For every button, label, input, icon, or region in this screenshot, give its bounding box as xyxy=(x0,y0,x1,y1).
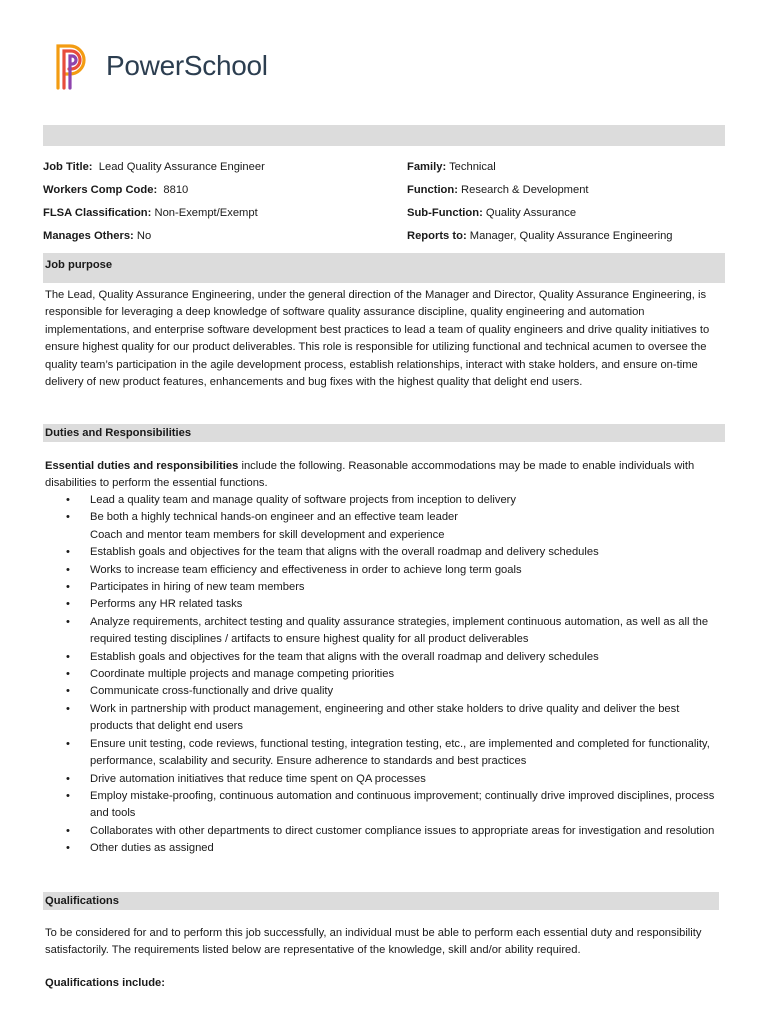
field-label: Family: xyxy=(407,161,447,173)
duty-item xyxy=(45,771,723,788)
duty-text: Employ mistake-proofing, continuous automation and continuous improvement; continually drive improved disciplines, process and tools xyxy=(90,789,715,820)
field-value: 8810 xyxy=(157,184,189,196)
duty-item xyxy=(45,492,723,509)
bullet-icon: • xyxy=(66,824,70,837)
bullet-icon: • xyxy=(66,668,70,681)
duties-intro xyxy=(45,458,723,493)
duty-text: Analyze requirements, architect testing and quality assurance strategies, implement continuous automation, as well as all the required testing disciplines / artifacts to ensure highest quality for all product deliverables xyxy=(90,615,709,646)
field-label: Job Title: xyxy=(43,161,93,173)
meta-row xyxy=(43,159,725,182)
duty-item xyxy=(45,840,723,857)
duty-text: Participates in hiring of new team members xyxy=(90,581,305,594)
bullet-icon: • xyxy=(66,685,70,698)
duties-heading: Duties and Responsibilities xyxy=(43,424,725,442)
duty-item xyxy=(45,683,723,700)
qualifications-text: To be considered for and to perform this job successfully, an individual must be able to perform each essential duty and responsibility satisfactorily. The requirements listed below are representative of the knowledge, skill and/or ability required. xyxy=(45,927,702,957)
duty-item xyxy=(45,596,723,613)
sub-function-field xyxy=(407,205,576,228)
duty-text: Be both a highly technical hands-on engineer and an effective team leader xyxy=(90,511,458,524)
duty-text: Works to increase team efficiency and effectiveness in order to achieve long term goals xyxy=(90,563,522,576)
duty-item xyxy=(45,527,723,544)
job-title-field xyxy=(43,159,407,182)
duties-list xyxy=(45,492,723,858)
meta-row xyxy=(43,205,725,228)
duty-text: Performs any HR related tasks xyxy=(90,598,243,611)
duty-item xyxy=(45,544,723,561)
meta-row xyxy=(43,228,725,251)
duties-intro-text: include the following. Reasonable accommodations may be made to enable individuals with disabilities to perform the essential functions. xyxy=(45,460,695,490)
reports-to-field xyxy=(407,228,673,251)
field-label: Sub-Function: xyxy=(407,207,483,219)
job-purpose-heading: Job purpose xyxy=(43,253,725,283)
duties-intro-bold: Essential duties and responsibilities xyxy=(45,460,239,472)
duty-text: Coordinate multiple projects and manage competing priorities xyxy=(90,668,395,681)
duty-text: Collaborates with other departments to direct customer compliance issues to appropriate areas for investigation and resolution xyxy=(90,824,715,837)
field-value: Non-Exempt/Exempt xyxy=(151,207,258,219)
family-field xyxy=(407,159,496,182)
field-value: No xyxy=(133,230,152,242)
duty-text: Drive automation initiatives that reduce time spent on QA processes xyxy=(90,772,426,785)
bullet-icon: • xyxy=(66,650,70,663)
bullet-icon: • xyxy=(66,702,70,715)
workers-comp-field xyxy=(43,182,407,205)
field-label: FLSA Classification: xyxy=(43,207,152,219)
duty-text: Ensure unit testing, code reviews, functional testing, integration testing, etc., are implemented and completed for functionality, performance, scalability and security. Ensure adherence to standards and best practices xyxy=(90,737,710,768)
duty-item xyxy=(45,823,723,840)
bullet-icon: • xyxy=(66,563,70,576)
manages-others-field xyxy=(43,228,407,251)
field-value: Quality Assurance xyxy=(482,207,577,219)
field-label: Manages Others: xyxy=(43,230,134,242)
duty-text: Work in partnership with product management, engineering and other stake holders to drive quality and deliver the best products that delight end users xyxy=(90,702,680,733)
field-value: Lead Quality Assurance Engineer xyxy=(92,161,265,173)
bullet-icon: • xyxy=(66,737,70,750)
field-label: Reports to: xyxy=(407,230,467,242)
meta-row xyxy=(43,182,725,205)
duty-text: Establish goals and objectives for the team that aligns with the overall roadmap and delivery schedules xyxy=(90,546,599,559)
duty-text: Lead a quality team and manage quality of software projects from inception to delivery xyxy=(90,494,516,506)
powerschool-logo-icon xyxy=(54,40,94,92)
bullet-icon: • xyxy=(66,789,70,802)
field-value: Research & Development xyxy=(457,184,589,196)
duty-text: Other duties as assigned xyxy=(90,842,214,855)
job-meta xyxy=(43,159,725,251)
duty-item xyxy=(45,562,723,579)
duty-item xyxy=(45,614,723,649)
duty-text: Communicate cross-functionally and drive quality xyxy=(90,685,334,698)
field-label: Function: xyxy=(407,184,458,196)
powerschool-logo xyxy=(54,40,268,92)
bullet-icon: • xyxy=(66,772,70,785)
bullet-icon: • xyxy=(66,511,70,524)
field-label: Workers Comp Code: xyxy=(43,184,158,196)
bullet-icon: • xyxy=(66,598,70,611)
qualifications-heading: Qualifications xyxy=(43,892,719,910)
duty-item xyxy=(45,788,723,823)
flsa-field xyxy=(43,205,407,228)
duty-item xyxy=(45,701,723,736)
brand-name: PowerSchool xyxy=(106,50,268,81)
duty-text: Coach and mentor team members for skill development and experience xyxy=(90,528,445,541)
bullet-icon: • xyxy=(66,581,70,594)
duty-item xyxy=(45,736,723,771)
function-field xyxy=(407,182,589,205)
field-value: Manager, Quality Assurance Engineering xyxy=(466,230,673,242)
header-bar xyxy=(43,125,725,146)
bullet-icon: • xyxy=(66,842,70,855)
bullet-icon: • xyxy=(66,546,70,559)
duty-item xyxy=(45,666,723,683)
bullet-icon: • xyxy=(66,494,70,506)
duty-text: Establish goals and objectives for the team that aligns with the overall roadmap and delivery schedules xyxy=(90,650,599,663)
job-purpose-text: The Lead, Quality Assurance Engineering, under the general direction of the Manager and Director, Quality Assurance Engineering, is responsible for leveraging a deep knowledge of software quality assurance discipline, quality engineering and automation implementations, and enterprise software development best practices to lead a team of quality engineers and drive quality initiatives to ensure highest quality for our product deliverables. This role is responsible for utilizing functional and technical acumen to oversee the quality team’s participation in the agile development process, establish relationships, interact with stake holders, and ensure on-time delivery of new product features, enhancements and bug fixes with the highest quality that delight end users. xyxy=(45,289,710,389)
duty-item xyxy=(45,579,723,596)
field-value: Technical xyxy=(446,161,496,173)
duty-item xyxy=(45,649,723,666)
duty-item xyxy=(45,509,723,526)
qualifications-subheading: Qualifications include: xyxy=(45,977,165,989)
bullet-icon: • xyxy=(66,615,70,628)
